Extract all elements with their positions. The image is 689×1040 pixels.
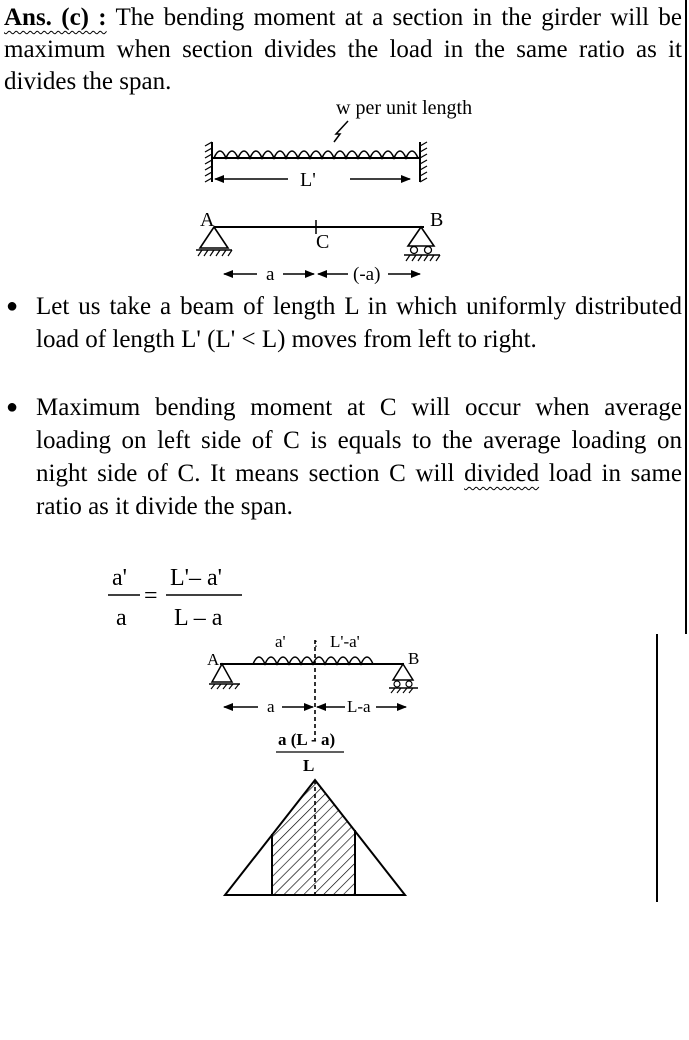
hatched-region bbox=[272, 780, 355, 895]
ordinate-numerator: a (L - a) bbox=[278, 730, 336, 749]
ordinate-denominator: L bbox=[303, 756, 315, 775]
lhs-denominator: a bbox=[116, 605, 127, 631]
support-a-label: A bbox=[200, 209, 215, 231]
section-c-label: C bbox=[316, 231, 330, 253]
udl-loops bbox=[253, 657, 373, 664]
udl-loops bbox=[214, 151, 418, 158]
figure-ild-diagram bbox=[0, 630, 689, 920]
equals-sign: = bbox=[144, 583, 158, 609]
bullet-text-1: Let us take a beam of length L in which uniformly distributed load of length L' (L' < L) moves from left to right. bbox=[36, 293, 682, 353]
length-label: L' bbox=[300, 169, 316, 191]
bullet-dot: ● bbox=[6, 295, 19, 317]
rhs-denominator: L – a bbox=[174, 605, 223, 631]
ratio-equation bbox=[100, 555, 280, 635]
rhs-numerator: L'– a' bbox=[170, 565, 222, 591]
right-border-line-top bbox=[685, 0, 687, 634]
load-right-label: L'-a' bbox=[330, 632, 360, 651]
load-label: w per unit length bbox=[336, 97, 473, 119]
support-a-label: A bbox=[207, 650, 220, 669]
answer-paragraph bbox=[4, 2, 682, 98]
answer-text: The bending moment at a section in the girder will be maximum when section divides the load in the same ratio as it divides the span. bbox=[4, 4, 682, 95]
bullet-text-2: Maximum bending moment at C will occur when average loading on left side of C is equals to the average loading on night side of C. It means section C will divided load in same ratio as it divide the span. bbox=[36, 394, 682, 520]
support-b-label: B bbox=[430, 209, 444, 231]
support-b-label: B bbox=[408, 649, 420, 668]
dim-rest-label: (-a) bbox=[353, 264, 381, 285]
wavy-word: divided bbox=[464, 460, 540, 487]
load-pointer bbox=[334, 121, 348, 142]
bullet-dot: ● bbox=[6, 396, 19, 418]
load-left-label: a' bbox=[275, 632, 286, 651]
dim-rest-label: L-a bbox=[347, 697, 371, 716]
dim-a-label: a bbox=[267, 697, 275, 716]
dim-a-label: a bbox=[266, 264, 275, 285]
svg-text::: : bbox=[314, 636, 318, 651]
lhs-numerator: a' bbox=[112, 565, 127, 591]
answer-label: Ans. (c) : bbox=[4, 4, 107, 31]
